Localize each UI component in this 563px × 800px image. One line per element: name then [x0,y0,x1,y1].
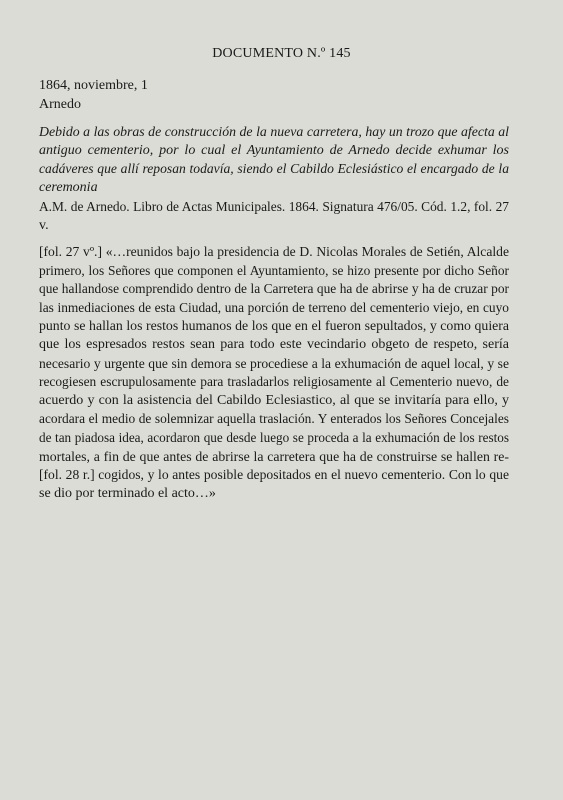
source-line: v. [39,217,49,233]
date-place-block [39,77,509,114]
transcription-line: mortales, a fin de que antes de abrirse la carretera que ha de construirse se hallen re- [39,448,509,464]
summary-line: antiguo cementerio, por lo cual el Ayuntamiento de Arnedo decide exhumar los [39,142,509,158]
transcription-line: las inmediaciones de esta Ciudad, una porción de terreno del cementerio viejo, en cuyo [39,299,509,315]
transcription-line: acuerdo y con la asistencia del Cabildo Eclesiastico, al que se invitaría para ello, y [39,392,509,408]
summary-line: Debido a las obras de construcción de la nueva carretera, hay un trozo que afecta al [39,124,509,139]
transcription-line: [fol. 27 vº.] «…reunidos bajo la presidencia de D. Nicolas Morales de Setién, Alcalde [39,244,509,259]
document-place: Arnedo [39,96,81,112]
source-line: A.M. de Arnedo. Libro de Actas Municipales. 1864. Signatura 476/05. Cód. 1.2, fol. 27 [39,199,509,214]
document-title: DOCUMENTO N.º 145 [212,46,351,61]
document-summary [39,123,509,197]
archival-source [39,198,509,235]
transcription-line: se dio por terminado el acto…» [39,485,216,501]
transcription-line: que los espresados restos sean para todo este vecindario obgeto de respeto, sería [39,336,509,352]
summary-line: ceremonia [39,179,98,195]
transcription-line: primero, los Señores que componen el Ayuntamiento, se hizo presente por dicho Señor [39,262,509,278]
document-transcription [39,243,509,503]
transcription-line: punto se hallan los restos humanos de los que en el fueron sepultados, y como quiera [39,318,509,334]
transcription-line: acordara el medio de solemnizar aquella traslación. Y enterados los Señores Concejales [39,411,509,427]
transcription-line: de tan piadosa idea, acordaron que desde luego se proceda a la exhumación de los restos [39,429,509,445]
document-date: 1864, noviembre, 1 [39,78,148,93]
transcription-line: [fol. 28 r.] cogidos, y lo antes posible depositados en el nuevo cementerio. Con lo que [39,467,509,483]
transcription-line: que hallandose comprendido dentro de la Carretera que ha de abrirse y ha de cruzar por [39,281,509,297]
transcription-line: recogiesen escrupulosamente para trasladarlos religiosamente al Cementerio nuevo, de [39,374,509,390]
transcription-line: necesario y urgente que sin demora se procediese a la exhumación de aquel local, y se [39,355,509,371]
summary-line: cadáveres que allí reposan todavía, siendo el Cabildo Eclesiástico el encargado de la [39,161,509,176]
